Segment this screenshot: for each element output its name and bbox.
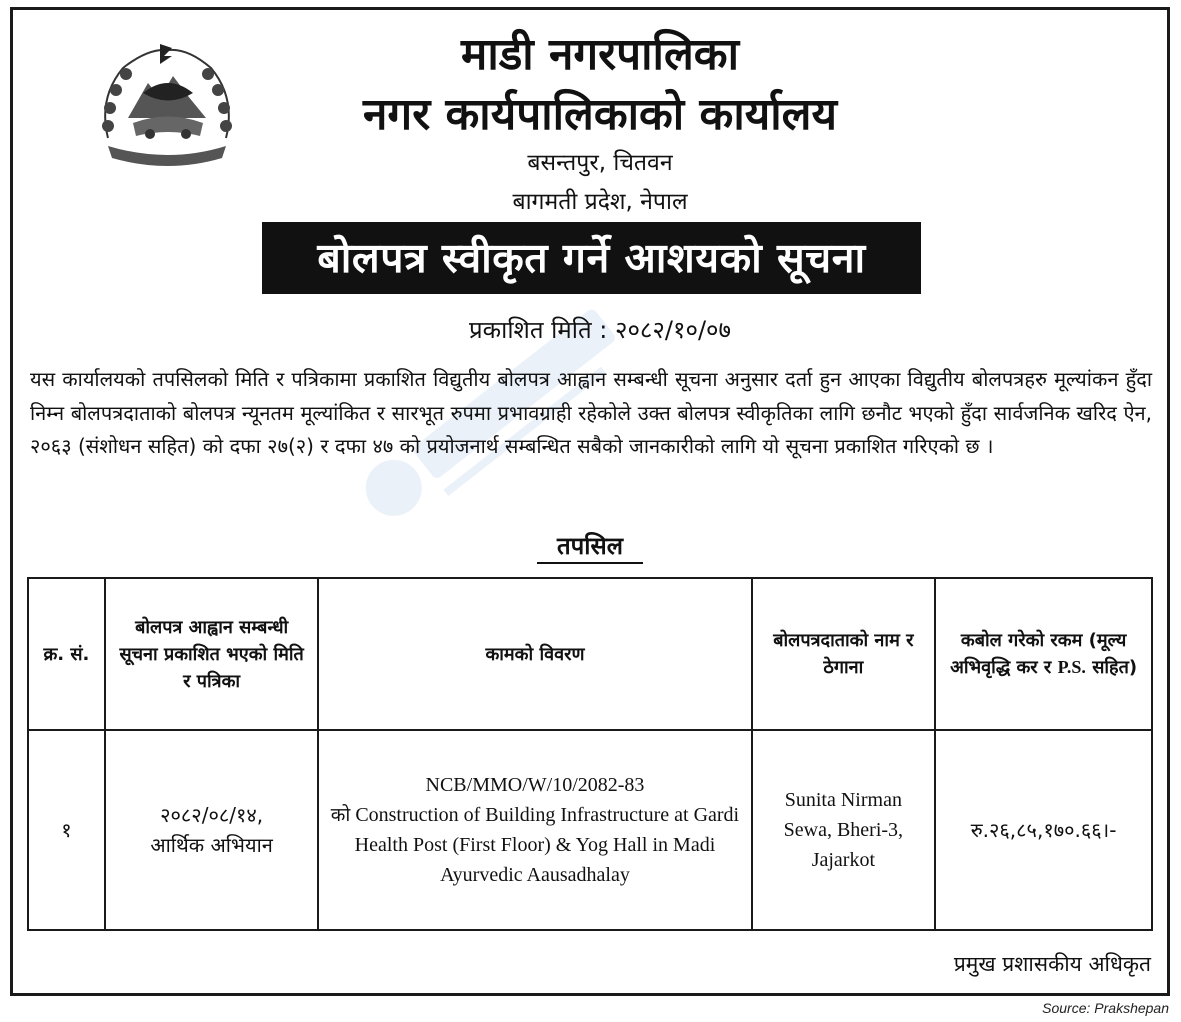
published-date: प्रकाशित मिति : २०८२/१०/०७ [469,316,731,344]
cell-work-desc [329,800,740,890]
municipality-name: माडी नगरपालिका [461,29,739,80]
cell-paper-name: आर्थिक अभियान [150,833,273,857]
cell-bidder: Sunita Nirman Sewa, Bheri-3, Jajarkot [752,730,936,930]
table-header-row [28,578,1152,730]
schedule-heading [450,529,730,562]
source-credit: Source: Prakshepan [1042,1000,1169,1016]
header-sn: क्र. सं. [28,578,105,730]
header-amount-text-b: सहित) [1085,657,1138,678]
office-name: नगर कार्यपालिकाको कार्यालय [363,89,837,140]
header-bidder: बोलपत्रदाताको नाम र ठेगाना [752,578,936,730]
cell-work-code: NCB/MMO/W/10/2082-83 [425,774,645,796]
schedule-heading-text: तपसिल [537,532,643,564]
header-pub-date: बोलपत्र आह्वान सम्बन्धी सूचना प्रकाशित भएको मिति र पत्रिका [105,578,319,730]
cell-amount: रु.२६,८५,१७०.६६।- [935,730,1152,930]
header-work: कामको विवरण [318,578,751,730]
header-amount-ps: P.S. [1057,657,1086,677]
notice-title-banner: बोलपत्र स्वीकृत गर्ने आशयको सूचना [262,222,921,294]
cell-pub-date [105,730,319,930]
signatory: प्रमुख प्रशासकीय अधिकृत [953,952,1151,976]
nepal-emblem-icon [88,38,246,170]
notice-body: यस कार्यालयको तपसिलको मिति र पत्रिकामा प्रकाशित विद्युतीय बोलपत्र आह्वान सम्बन्धी सूचना अनुसार दर्ता हुन आएका विद्युतीय बोलपत्रहरु मूल्यांकन हुँदा निम्न बोलपत्रदाताको बोलपत्र न्यूनतम मूल्यांकित र सारभूत रुपमा प्रभावग्राही रहेकोले उक्त बोलपत्र स्वीकृतिका लागि छनौट भएको हुँदा सार्वजनिक खरिद ऐन, २०६३ (संशोधन सहित) को दफा २७(२) र दफा ४७ को प्रयोजनार्थ सम्बन्धित सबैको जानकारीको लागि यो सूचना प्रकाशित गरिएको छ । [30,367,1152,458]
address-line-2: बागमती प्रदेश, नेपाल [512,189,688,215]
cell-pub-date-value: २०८२/०८/१४, [160,803,264,827]
table-row [28,730,1152,930]
cell-work-ko: को [330,804,351,826]
header-amount [935,578,1152,730]
cell-work-desc-text: Construction of Building Infrastructure at Gardi Health Post (First Floor) & Yog Hall in Madi Ayurvedic Aausadhalay [350,804,740,886]
header-amount-text-a: कबोल गरेको रकम (मूल्य अभिवृद्धि कर र [950,630,1127,678]
cell-sn: १ [28,730,105,930]
bid-table [27,577,1153,931]
cell-work [318,730,751,930]
address-line-1: बसन्तपुर, चितवन [527,150,673,176]
